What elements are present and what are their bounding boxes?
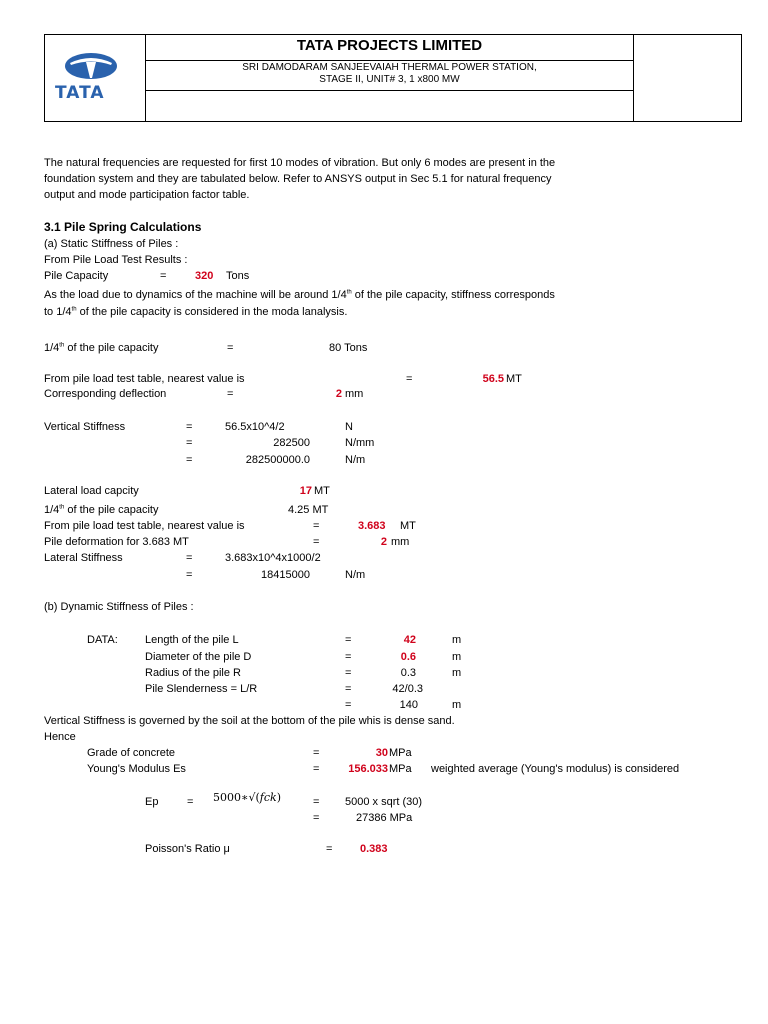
ls-label: Lateral Stiffness	[44, 552, 123, 564]
header-box	[44, 34, 742, 122]
ls-eq2: =	[186, 569, 193, 581]
quarter-label: 1/4th of the pile capacity	[44, 342, 159, 354]
vs-expr: 56.5x10^4/2	[225, 421, 285, 433]
ym-eq: =	[313, 763, 320, 775]
nearest-unit: MT	[506, 373, 522, 385]
vs-eq1: =	[186, 421, 193, 433]
project-line2: STAGE II, UNIT# 3, 1 x800 MW	[319, 74, 460, 85]
from-test-label: From Pile Load Test Results :	[44, 254, 188, 266]
data-label: DATA:	[87, 634, 118, 646]
lat-value: 17	[299, 485, 312, 497]
tata-logo-text: TATA	[55, 83, 105, 103]
slen-eq1: =	[345, 683, 352, 695]
ym-value: 156.033	[348, 763, 388, 775]
dia-label: Diameter of the pile D	[145, 651, 252, 663]
vs-unit3: N/m	[345, 454, 366, 466]
company-title: TATA PROJECTS LIMITED	[296, 37, 483, 54]
static-heading: (a) Static Stiffness of Piles :	[44, 238, 179, 250]
dia-unit: m	[452, 651, 462, 663]
ym-unit: MPa	[389, 763, 412, 775]
vs-eq2: =	[186, 437, 193, 449]
pile-capacity-unit: Tons	[226, 270, 250, 282]
lat-def-unit: mm	[391, 536, 410, 548]
quarter-eq: =	[227, 342, 234, 354]
grade-eq: =	[313, 747, 320, 759]
dia-eq: =	[345, 651, 352, 663]
lat-nearest-value: 3.683	[358, 520, 386, 532]
pile-capacity-label: Pile Capacity	[44, 270, 109, 282]
lat-def-value: 2	[380, 536, 387, 548]
vs-unit1: N	[345, 421, 353, 433]
rad-unit: m	[452, 667, 462, 679]
pile-capacity-eq: =	[160, 270, 167, 282]
ep-expr: 5000 x sqrt (30)	[345, 796, 423, 808]
len-eq: =	[345, 634, 352, 646]
dyn-heading: (b) Dynamic Stiffness of Piles :	[44, 601, 194, 613]
ym-note: weighted average (Young's modulus) is considered	[431, 763, 680, 775]
lat-quarter-label: 1/4th of the pile capacity	[44, 504, 159, 516]
poisson-label: Poisson's Ratio μ	[145, 843, 230, 855]
slen-label: Pile Slenderness = L/R	[145, 683, 258, 695]
project-line1: SRI DAMODARAM SANJEEVAIAH THERMAL POWER STATION,	[242, 62, 537, 73]
lat-nearest-eq: =	[313, 520, 320, 532]
ls-eq1: =	[186, 552, 193, 564]
deflection-unit: mm	[345, 388, 364, 400]
deflection-eq: =	[227, 388, 234, 400]
ep-eq-a: =	[187, 796, 194, 808]
tata-logo	[53, 51, 139, 107]
intro-line2: foundation system and they are tabulated below. Refer to ANSYS output in Sec 5.1 for natural frequency	[44, 173, 552, 185]
lat-def-eq: =	[313, 536, 320, 548]
nearest-value: 56.5	[482, 373, 504, 385]
ep-eq2: =	[313, 812, 320, 824]
grade-value: 30	[375, 747, 388, 759]
grade-unit: MPa	[389, 747, 412, 759]
section-heading: 3.1 Pile Spring Calculations	[44, 220, 202, 234]
nearest-eq: =	[406, 373, 413, 385]
poisson-value: 0.383	[360, 843, 388, 855]
rad-label: Radius of the pile R	[145, 667, 241, 679]
lat-quarter-value: 4.25 MT	[288, 504, 329, 516]
lat-unit: MT	[314, 485, 330, 497]
vs-val3: 282500000.0	[245, 454, 310, 466]
lat-label: Lateral load capcity	[44, 485, 139, 497]
vert-gov: Vertical Stiffness is governed by the soil at the bottom of the pile whis is dense sand.	[44, 715, 455, 727]
lat-def-label: Pile deformation for 3.683 MT	[44, 536, 189, 548]
ls-val: 18415000	[261, 569, 310, 581]
rad-value: 0.3	[400, 667, 416, 679]
vs-eq3: =	[186, 454, 193, 466]
intro-line3: output and mode participation factor table.	[44, 189, 250, 201]
deflection-label: Corresponding deflection	[44, 388, 167, 400]
ep-eq1: =	[313, 796, 320, 808]
ep-value: 27386 MPa	[356, 812, 413, 824]
pile-capacity-value: 320	[195, 270, 214, 282]
slen-unit: m	[452, 699, 462, 711]
para2: to 1/4th of the pile capacity is considered in the moda lanalysis.	[44, 306, 348, 318]
hence: Hence	[44, 731, 76, 743]
ep-label: Ep	[145, 796, 159, 808]
ep-formula: 5000∗√(fck)	[213, 791, 281, 804]
dia-value: 0.6	[400, 651, 416, 663]
vs-unit2: N/mm	[345, 437, 375, 449]
rad-eq: =	[345, 667, 352, 679]
slen-eq2: =	[345, 699, 352, 711]
ls-unit: N/m	[345, 569, 366, 581]
len-unit: m	[452, 634, 462, 646]
len-value: 42	[403, 634, 416, 646]
lat-nearest-unit: MT	[400, 520, 416, 532]
deflection-value: 2	[335, 388, 342, 400]
slen-value: 140	[399, 699, 418, 711]
vs-label: Vertical Stiffness	[44, 421, 126, 433]
tata-logo-icon	[53, 51, 139, 81]
grade-label: Grade of concrete	[87, 747, 176, 759]
ym-label: Young's Modulus Es	[87, 763, 186, 775]
lat-nearest-label: From pile load test table, nearest value is	[44, 520, 245, 532]
slen-expr: 42/0.3	[392, 683, 423, 695]
para1: As the load due to dynamics of the machine will be around 1/4th of the pile capacity, stiffness corresponds	[44, 289, 555, 301]
ls-expr: 3.683x10^4x1000/2	[225, 552, 321, 564]
nearest-label: From pile load test table, nearest value is	[44, 373, 245, 385]
len-label: Length of the pile L	[145, 634, 239, 646]
poisson-eq: =	[326, 843, 333, 855]
vs-val2: 282500	[273, 437, 310, 449]
quarter-value: 80 Tons	[329, 342, 368, 354]
intro-line1: The natural frequencies are requested for first 10 modes of vibration. But only 6 modes are present in the	[44, 157, 556, 169]
